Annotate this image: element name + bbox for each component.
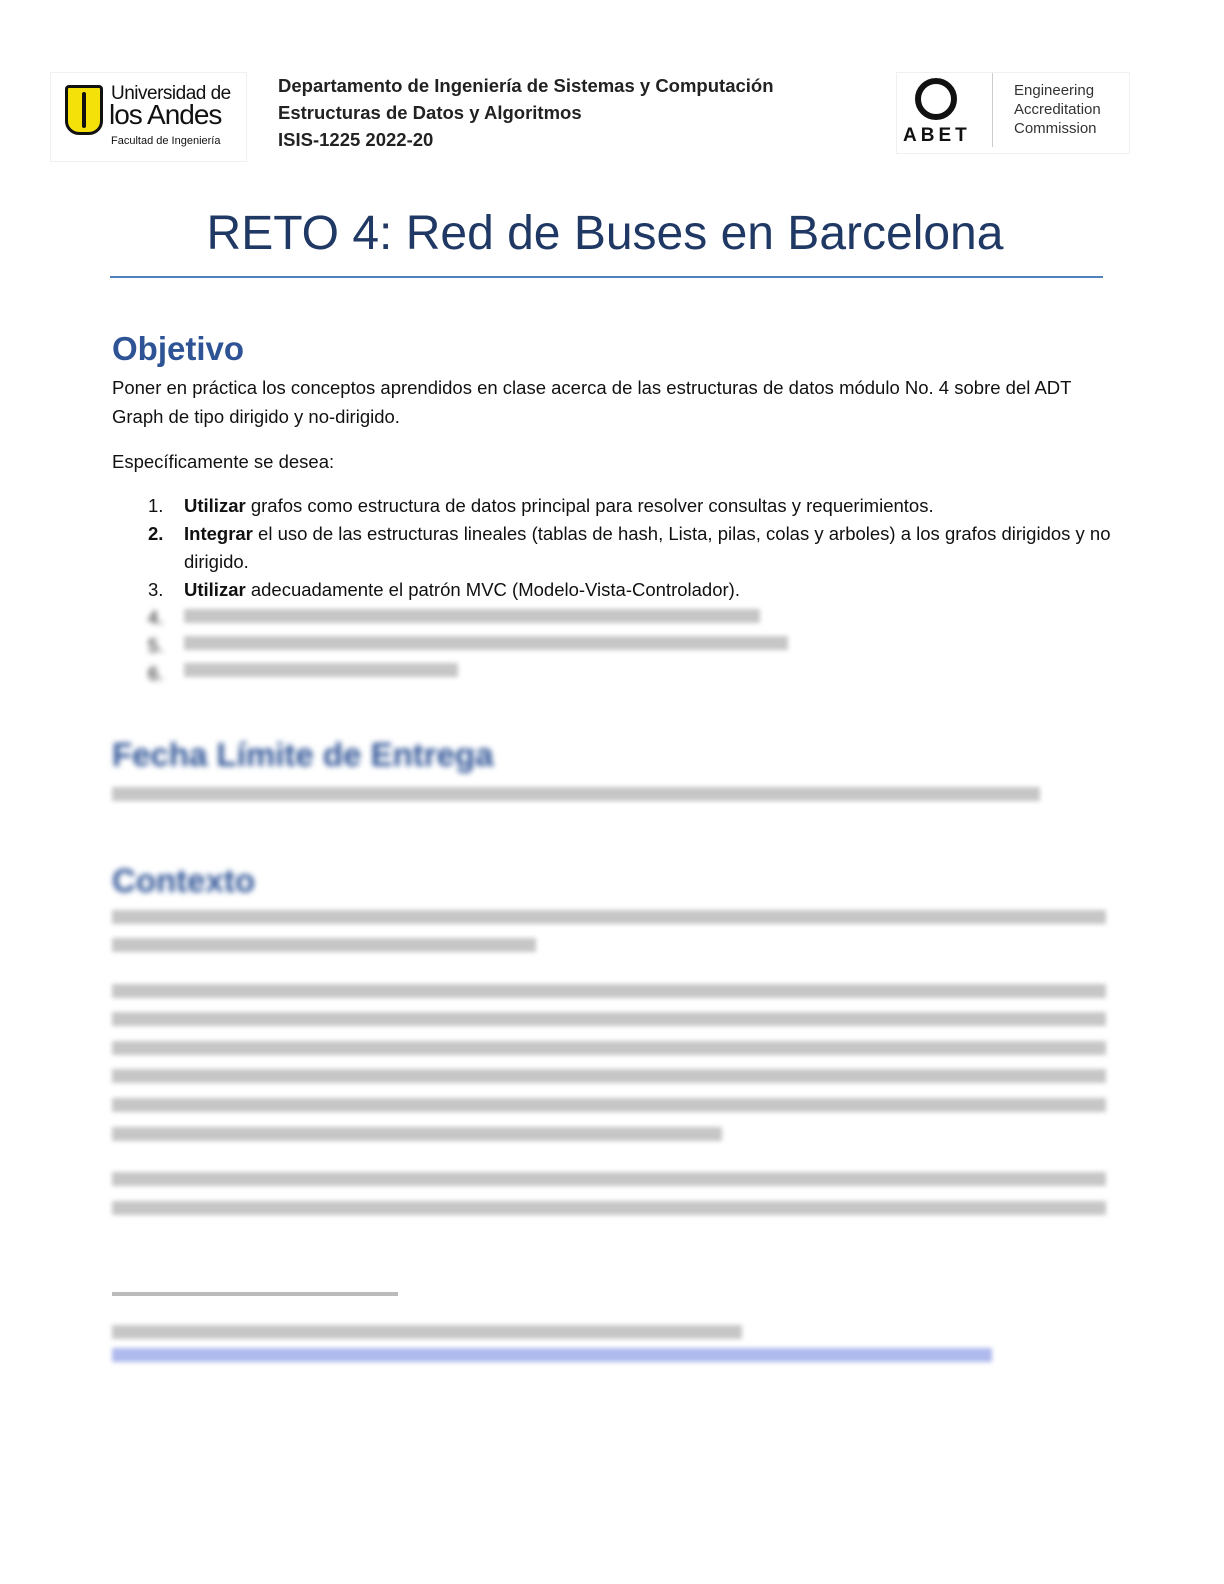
redacted-line: [184, 663, 458, 677]
redacted-line: [112, 1201, 1106, 1215]
abet-text: Engineering: [1014, 82, 1095, 99]
redacted-line: [112, 910, 1106, 924]
redacted-line: [112, 1012, 1106, 1026]
abet-logo: [896, 72, 1130, 154]
document-title: RETO 4: Red de Buses en Barcelona: [206, 207, 1004, 260]
abet-circle-icon: [915, 78, 957, 120]
list-item: [112, 492, 1112, 520]
divider: [992, 73, 993, 147]
redacted-line: [112, 984, 1106, 998]
redacted-line: [112, 1098, 1106, 1112]
redacted-line: [184, 636, 788, 650]
header-text: [278, 72, 774, 153]
redacted-footnote-link[interactable]: [112, 1348, 992, 1362]
redacted-line: [184, 609, 760, 623]
department: Departamento de Ingeniería de Sistemas y Computación: [278, 75, 774, 96]
section-heading-contexto: Contexto: [112, 862, 255, 899]
logo-text: Facultad de Ingeniería: [111, 135, 221, 147]
section-heading-fecha: Fecha Límite de Entrega: [112, 736, 494, 773]
item-number: 6.: [148, 663, 164, 684]
item-text: el uso de las estructuras lineales (tablas de hash, Lista, pilas, colas y arboles) a los grafos dirigidos y no dirigido.: [184, 523, 1111, 572]
abet-text: Accreditation: [1014, 101, 1101, 118]
item-text: adecuadamente el patrón MVC (Modelo-Vista-Controlador).: [245, 579, 740, 600]
redacted-line: [112, 1041, 1106, 1055]
uniandes-shield-icon: [65, 85, 103, 135]
redacted-line: [112, 787, 1040, 801]
item-keyword: Utilizar: [184, 579, 246, 600]
logo-text: los Andes: [109, 99, 222, 130]
item-keyword: Integrar: [184, 523, 253, 544]
list-item: [112, 520, 1112, 576]
abet-mark: ABET: [903, 125, 971, 146]
objetivo-paragraph: Poner en práctica los conceptos aprendidos en clase acerca de las estructuras de datos módulo No. 4 sobre del ADT Graph de tipo dirigido y no-dirigido.: [112, 377, 1072, 427]
redacted-line: [112, 1127, 722, 1141]
item-number: 5.: [148, 635, 164, 656]
abet-text: Commission: [1014, 120, 1097, 137]
title-underline: [110, 276, 1103, 278]
redacted-line: [112, 938, 536, 952]
redacted-footnote: [112, 1325, 742, 1339]
item-text: grafos como estructura de datos principal para resolver consultas y requerimientos.: [245, 495, 934, 516]
uniandes-logo: [50, 72, 247, 162]
item-number: 3.: [148, 579, 164, 600]
section-heading-objetivo: Objetivo: [112, 330, 245, 367]
item-keyword: Utilizar: [184, 495, 246, 516]
item-number: 4.: [148, 607, 164, 628]
course: Estructuras de Datos y Algoritmos: [278, 102, 582, 123]
item-number: 2.: [148, 523, 164, 544]
redacted-line: [112, 1069, 1106, 1083]
course-code: ISIS-1225 2022-20: [278, 129, 434, 150]
objetivo-intro: Específicamente se desea:: [112, 451, 335, 472]
item-number: 1.: [148, 495, 164, 516]
footnote-separator: [112, 1292, 398, 1296]
redacted-line: [112, 1172, 1106, 1186]
logo-text: Universidad de: [111, 83, 231, 104]
objectives-list: [112, 492, 1112, 688]
list-item: [112, 576, 1112, 604]
